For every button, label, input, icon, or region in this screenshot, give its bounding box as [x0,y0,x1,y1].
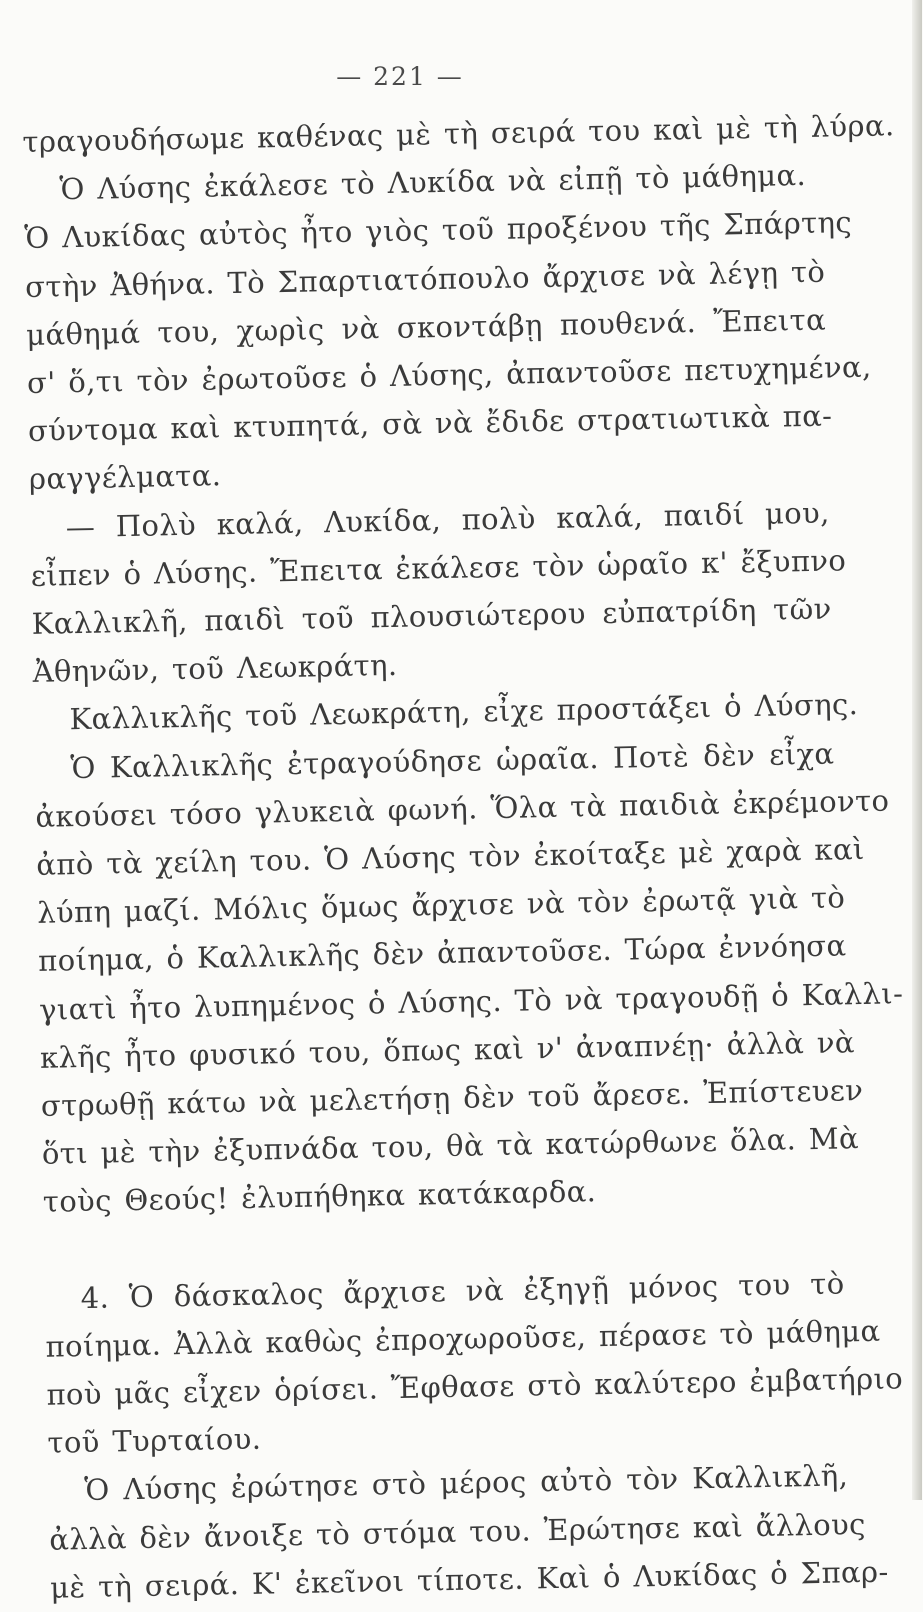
text-line: σύντομα καὶ κτυπητά, σὰ νὰ ἔδιδε στρατιωτικὰ πα- [27,398,833,449]
text-line: — Πολὺ καλά, Λυκίδα, πολὺ καλά, παιδί μου, [65,495,831,544]
paragraph [23,199,872,504]
text-line: τραγουδήσωμε καθένας μὲ τὴ σειρά του καὶ μὲ τὴ λύρα. [22,108,895,159]
text-line: Καλλικλῆς τοῦ Λεωκράτη, εἶχε προστάξει ὁ Λύσης. [69,687,859,737]
text-line: Ὁ Λύσης ἐρώτησε στὸ μέρος αὐτὸ τὸν Καλλικλῆ, [84,1458,849,1508]
text-line: στὴν Ἀθήνα. Τὸ Σπαρτιατόπουλο ἄρχισε νὰ λέγῃ τὸ [24,254,826,304]
text-line: σ' ὅ,τι τὸν ἐρωτοῦσε ὁ Λύσης, ἀπαντοῦσε πετυχημένα, [26,349,872,400]
paragraph [34,729,904,1226]
text-line: ἀλλὰ δὲν ἄνοιξε τὸ στόμα του. Ἐρώτησε καὶ ἄλλους [48,1506,867,1557]
text-line: ὅτι μὲ τὴν ἐξυπνάδα του, θὰ τὰ κατώρθωνε ὅλα. Μὰ [41,1121,860,1172]
text-line: τοῦ Τυρταίου. [47,1421,262,1461]
page-number: — 221 — [336,62,464,91]
paragraph [29,488,847,696]
text-line: ραγγέλματα. [28,458,222,497]
text-line: ποὺ μᾶς εἶχεν ὁρίσει. Ἔφθασε στὸ καλύτερο ἐμβατήριο [46,1361,904,1412]
text-line: μὲ τὴ σειρά. Κ' ἐκεῖνοι τίποτε. Καὶ ὁ Λυκίδας ὁ Σπαρ- [49,1554,889,1605]
text-line: μάθημά του, χωρὶς νὰ σκοντάβῃ πουθενά. Ἔπειτα [25,302,827,352]
paragraph [44,1259,904,1467]
text-line: Ὁ Λύσης ἐκάλεσε τὸ Λυκίδα νὰ εἰπῇ τὸ μάθημα. [59,158,807,207]
text-line: εἶπεν ὁ Λύσης. Ἔπειτα ἐκάλεσε τὸν ὡραῖο κ' ἔξυπνο [30,543,847,593]
page-edge-shadow [912,0,922,1500]
text-line: Ἀθηνῶν, τοῦ Λεωκράτη. [32,648,398,690]
body-text [22,103,904,1612]
text-line: ποίημα, ὁ Καλλικλῆς δὲν ἀπαντοῦσε. Τώρα ἐννόησα [37,928,847,979]
text-line: 4. Ὁ δάσκαλος ἄρχισε νὰ ἐξηγῇ μόνος του τὸ [80,1266,845,1315]
text-line: Ὁ Καλλικλῆς ἐτραγούδησε ὡραῖα. Ποτὲ δὲν εἶχα [70,736,835,785]
text-line: Καλλικλῆ, παιδὶ τοῦ πλουσιώτερου εὐπατρίδη τῶν [31,591,832,641]
text-line: Ὁ Λυκίδας αὐτὸς ἦτο γιὸς τοῦ προξένου τῆς Σπάρτης [23,205,853,256]
text-line: γιατὶ ἦτο λυπημένος ὁ Λύσης. Τὸ νὰ τραγουδῇ ὁ Καλλι- [38,975,904,1027]
text-line: τοὺς Θεούς! ἐλυπήθηκα κατάκαρδα. [42,1174,597,1220]
text-line: ποίημα. Ἀλλὰ καθὼς ἐπροχωροῦσε, πέρασε τὸ μάθημα [45,1313,881,1364]
text-line: λύπη μαζί. Μόλις ὅμως ἄρχισε νὰ τὸν ἐρωτᾷ γιὰ τὸ [36,880,846,931]
text-line: στρωθῇ κάτω νὰ μελετήσῃ δὲν τοῦ ἄρεσε. Ἐπίστευεν [40,1073,864,1123]
paragraph [48,1452,889,1612]
text-line: κλῆς ἦτο φυσικό του, ὅπως καὶ ν' ἀναπνέῃ· ἀλλὰ νὰ [39,1025,856,1075]
text-line: ἀπὸ τὰ χείλη του. Ὁ Λύσης τὸν ἐκοίταξε μὲ χαρὰ καὶ [36,832,865,882]
text-line: ἀκούσει τόσο γλυκειὰ φωνή. Ὅλα τὰ παιδιὰ ἐκρέμοντο [35,783,890,834]
